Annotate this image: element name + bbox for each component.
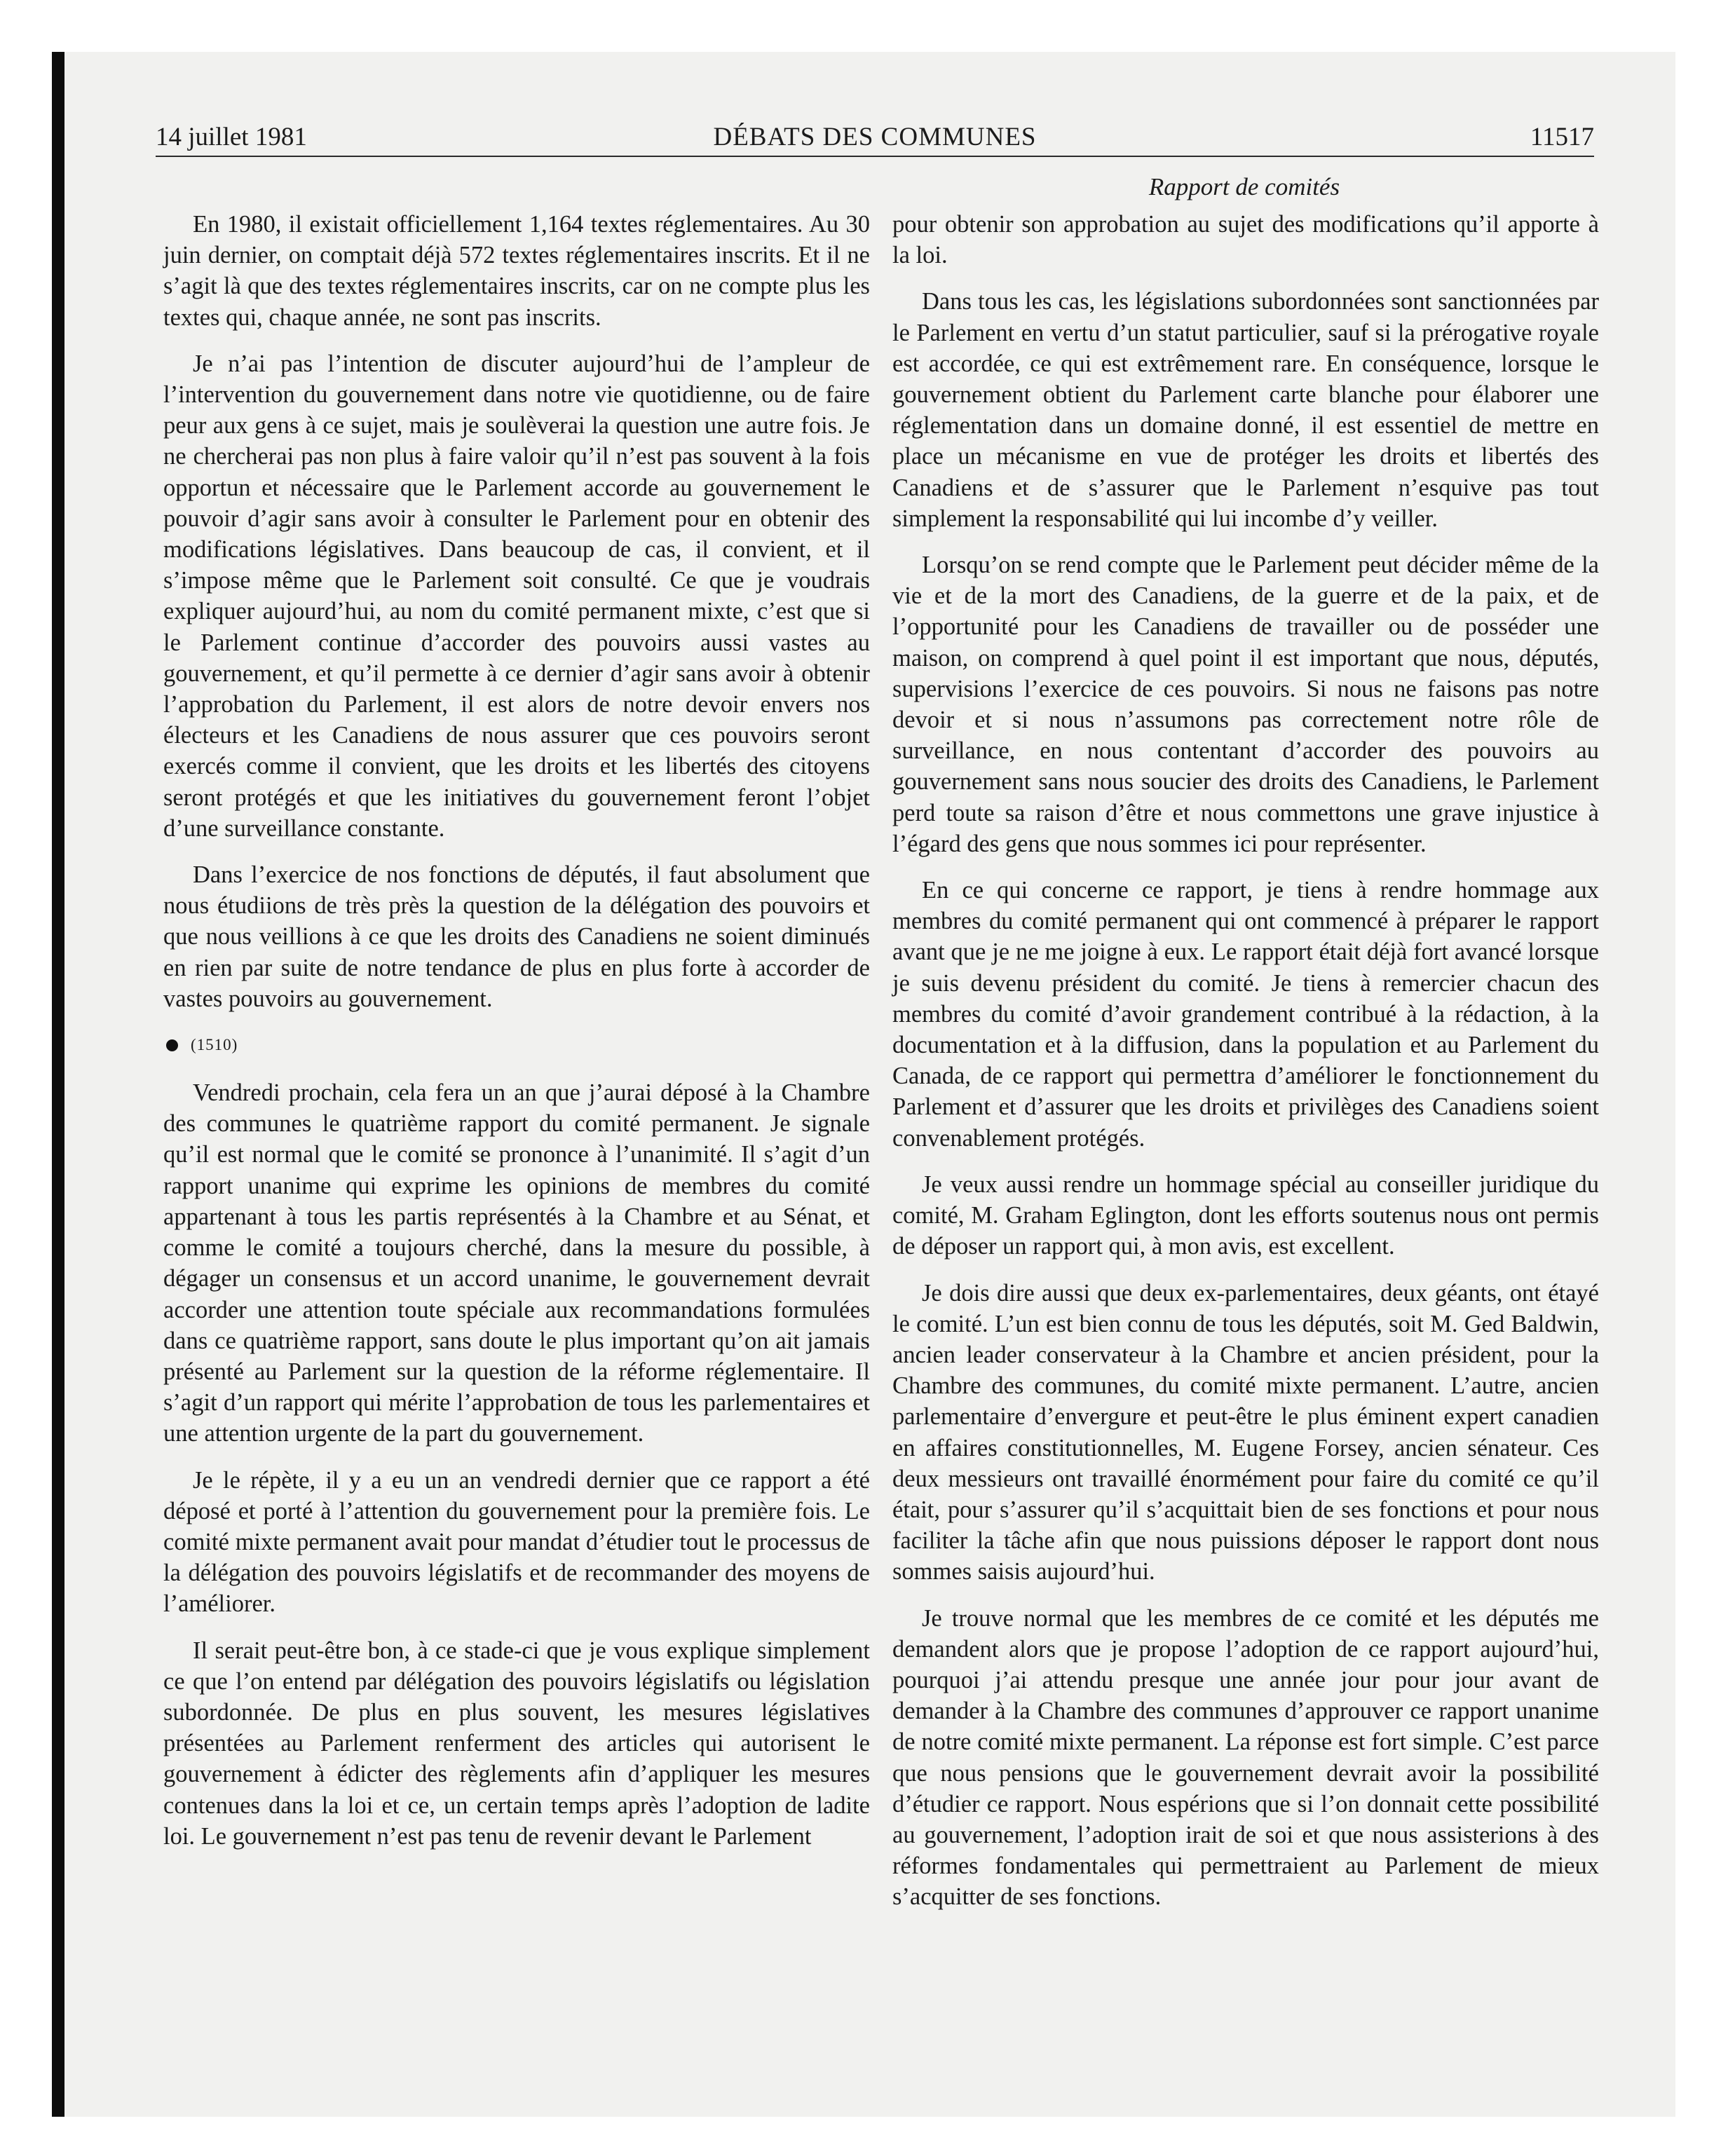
paragraph: Je n’ai pas l’intention de discuter aujourd’hui de l’ampleur de l’intervention du gouvernement dans notre vie quotidienne, ou de faire peur aux gens à ce sujet, mais je soulèverai la question une autre fois. Je ne chercherai pas non plus à faire valoir qu’il n’est pas souvent à la fois opportun et nécessaire que le Parlement accorde au gouvernement le pouvoir d’agir sans avoir à consulter le Parlement pour en obtenir des modifications législatives. Dans beaucoup de cas, il convient, et il s’impose même que le Parlement soit consulté. Ce que je voudrais expliquer aujourd’hui, au nom du comité permanent mixte, c’est que si le Parlement continue d’accorder des pouvoirs aussi vastes au gouvernement, et qu’il permette à ce dernier d’agir sans avoir à obtenir l’approbation du Parlement, il est alors de notre devoir envers nos électeurs et les Canadiens de nous assurer que ces pouvoirs seront exercés comme il convient, que les droits et les libertés des citoyens seront protégés et que les initiatives du gouvernement feront l’objet d’une surveillance constante.: [163, 350, 870, 842]
paragraph: Je dois dire aussi que deux ex-parlementaires, deux géants, ont étayé le comité. L’un est bien connu de tous les députés, soit M. Ged Baldwin, ancien leader conservateur à la Chambre et ancien président, pour la Chambre des communes, du comité mixte permanent. L’autre, ancien parlementaire d’envergure et peut-être le plus éminent expert canadien en affaires constitutionnelles, M. Eugene Forsey, ancien sénateur. Ces deux messieurs ont travaillé énormément pour faire du comité ce qu’il était, pour s’assurer qu’il s’acquittait bien de ses fonctions et pour nous faciliter la tâche afin que nous puissions déposer le rapport dont nous sommes saisis aujourd’hui.: [892, 1279, 1599, 1585]
bullet-icon: [166, 1039, 178, 1051]
section-label: Rapport de comités: [1148, 173, 1340, 200]
paragraph: Je veux aussi rendre un hommage spécial au conseiller juridique du comité, M. Graham Eglington, dont les efforts soutenus nous ont permis de déposer un rapport qui, à mon avis, est excellent.: [892, 1171, 1599, 1260]
paragraph: Je trouve normal que les membres de ce comité et les députés me demandent alors que je propose l’adoption de ce rapport aujourd’hui, pourquoi j’ai attendu presque une année jour pour jour avant de demander à la Chambre des communes d’approuver ce rapport unanime de notre comité mixte permanent. La réponse est fort simple. C’est parce que nous pensions que le gouvernement devrait avoir la possibilité d’étudier ce rapport. Nous espérions que si l’on donnait cette possibilité au gouvernement, l’adoption irait de soi et que nous assisterions à des réformes fondamentales qui permettraient au Parlement de mieux s’acquitter de ses fonctions.: [892, 1604, 1599, 1911]
paragraph: Lorsqu’on se rend compte que le Parlement peut décider même de la vie et de la mort des Canadiens, de la guerre et de la paix, et de l’opportunité pour les Canadiens de travailler ou de posséder une maison, on comprend à quel point il est important que nous, députés, supervisions l’exercice de ces pouvoirs. Si nous ne faisons pas notre devoir et si nous n’assumons pas correctement notre rôle de surveillance, en nous contentant d’accorder des pouvoirs au gouvernement sans nous soucier des droits des Canadiens, le Parlement perd toute sa raison d’être et nous commettons une grave injustice à l’égard des gens que nous sommes ici pour représenter.: [892, 552, 1599, 857]
right-column: [892, 209, 1599, 1928]
binding-edge: [52, 52, 64, 2117]
left-column: [163, 209, 870, 1867]
paragraph: Dans l’exercice de nos fonctions de députés, il faut absolument que nous étudiions de très près la question de la délégation des pouvoirs et que nous veillions à ce que les droits des Canadiens ne soient diminués en rien par suite de notre tendance de plus en plus forte à accorder de vastes pouvoirs au gouvernement.: [163, 861, 870, 1012]
time-marker: [163, 1030, 870, 1060]
page-number: 11517: [1530, 123, 1594, 151]
header-date: 14 juillet 1981: [156, 123, 307, 151]
paragraph: En ce qui concerne ce rapport, je tiens à rendre hommage aux membres du comité permanent qui ont commencé à préparer le rapport avant que je ne me joigne à eux. Le rapport était déjà fort avancé lorsque je suis devenu président du comité. Je tiens à remercier chacun des membres du comité d’avoir grandement contribué à la rédaction, à la documentation et à la diffusion, dans la population et au Parlement du Canada, de ce rapport qui permettra d’améliorer le fonctionnement du Parlement et d’assurer que les droits et privilèges des Canadiens soient convenablement protégés.: [892, 877, 1599, 1152]
time-marker-label: (1510): [191, 1036, 238, 1054]
paragraph: Vendredi prochain, cela fera un an que j’aurai déposé à la Chambre des communes le quatrième rapport du comité permanent. Je signale qu’il est normal que le comité se prononce à l’unanimité. Il s’agit d’un rapport unanime qui exprime les opinions de membres du comité appartenant à tous les partis représentés à la Chambre et au Sénat, et comme le comité a toujours cherché, dans la mesure du possible, à dégager un consensus et un accord unanime, le gouvernement devrait accorder une attention toute spéciale aux recommandations formulées dans ce quatrième rapport, sans doute le plus important qu’on ait jamais présenté au Parlement sur la question de la réforme réglementaire. Il s’agit d’un rapport qui mérite l’approbation de tous les parlementaires et une attention urgente de la part du gouvernement.: [163, 1079, 870, 1447]
paragraph-continuation: pour obtenir son approbation au sujet des modifications qu’il apporte à la loi.: [892, 211, 1599, 269]
paragraph: Il serait peut-être bon, à ce stade-ci que je vous explique simplement ce que l’on entend par délégation des pouvoirs législatifs ou législation subordonnée. De plus en plus souvent, les mesures législatives présentées au Parlement renferment des articles qui autorisent le gouvernement à édicter des règlements afin d’appliquer les mesures contenues dans la loi et ce, un certain temps après l’adoption de ladite loi. Le gouvernement n’est pas tenu de revenir devant le Parlement: [163, 1637, 870, 1850]
paragraph: En 1980, il existait officiellement 1,164 textes réglementaires. Au 30 juin dernier, on comptait déjà 572 textes réglementaires inscrits. Et il ne s’agit là que des textes réglementaires inscrits, car on ne compte plus les textes qui, chaque année, ne sont pas inscrits.: [163, 211, 870, 331]
paragraph: Je le répète, il y a eu un an vendredi dernier que ce rapport a été déposé et porté à l’attention du gouvernement pour la première fois. Le comité mixte permanent avait pour mandat d’étudier tout le processus de la délégation des pouvoirs législatifs et de recommander des moyens de l’améliorer.: [163, 1466, 870, 1618]
header-title: DÉBATS DES COMMUNES: [713, 123, 1037, 151]
paragraph: Dans tous les cas, les législations subordonnées sont sanctionnées par le Parlement en vertu d’un statut particulier, sauf si la prérogative royale est accordée, ce qui est extrêmement rare. En conséquence, lorsque le gouvernement obtient du Parlement carte blanche pour élaborer une réglementation dans un domaine donné, il est essentiel de mettre en place un mécanisme en vue de protéger les droits et libertés des Canadiens et de s’assurer que le Parlement n’esquive pas tout simplement la responsabilité qui lui incombe d’y veiller.: [892, 288, 1599, 532]
page-header: [156, 118, 1594, 157]
header-rule: [156, 156, 1594, 157]
